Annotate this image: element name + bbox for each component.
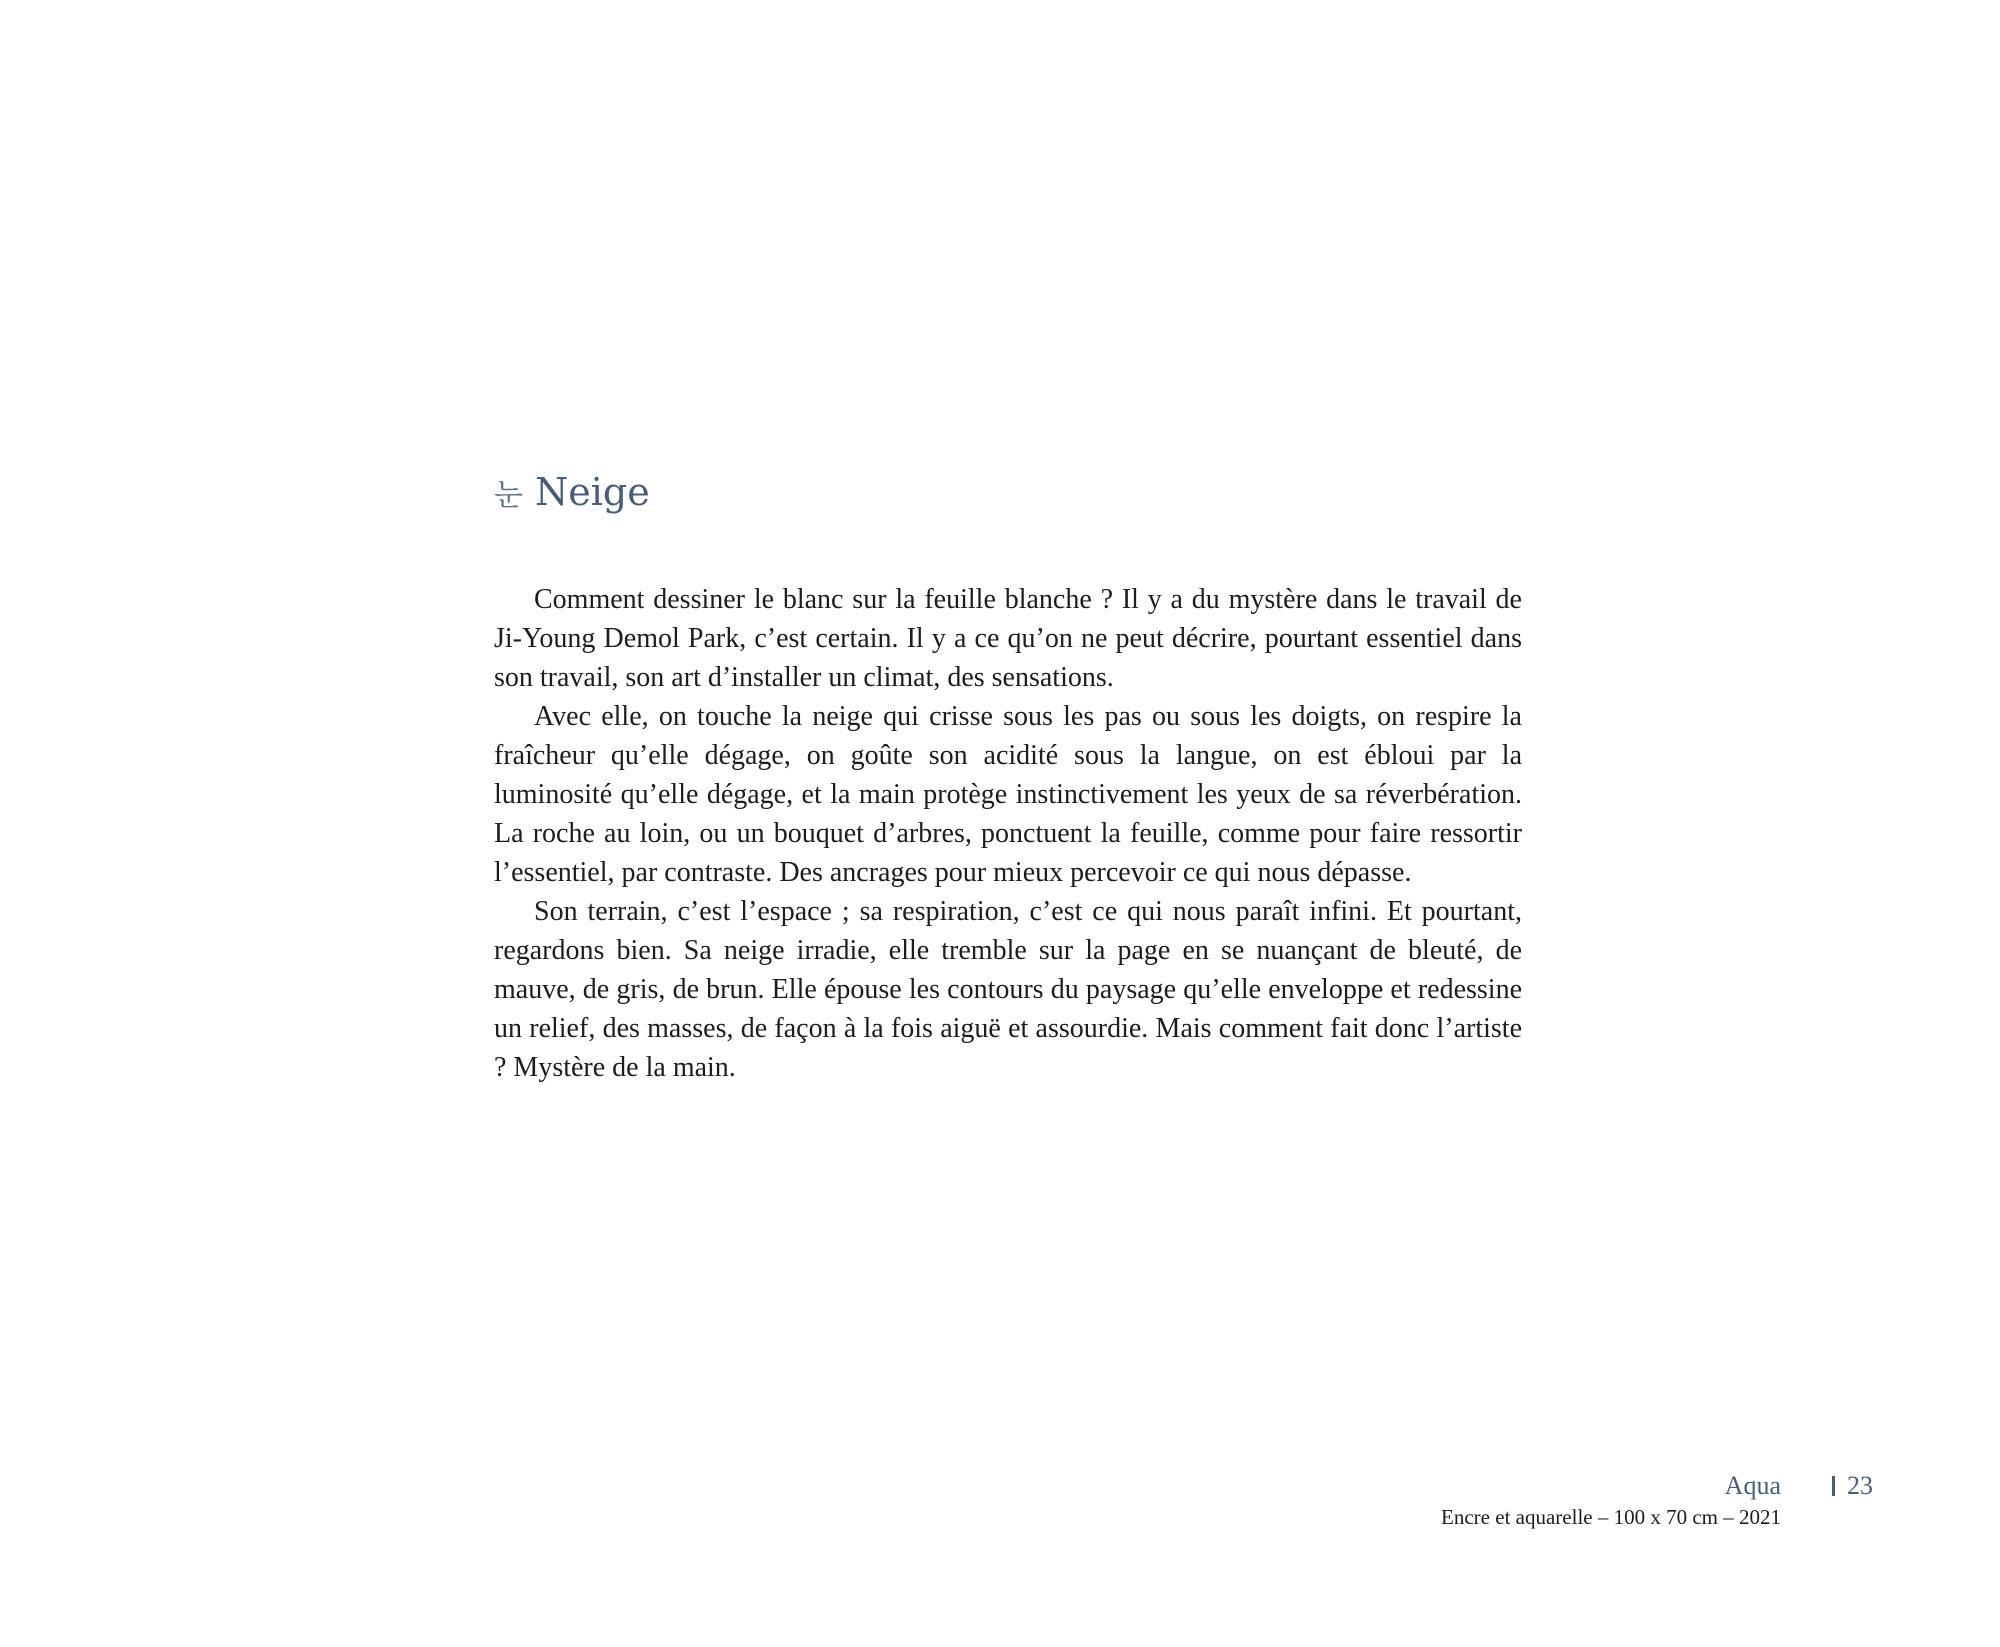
artwork-caption xyxy=(1441,1469,1781,1531)
chapter-title-text: Neige xyxy=(534,470,650,514)
chapter-title xyxy=(494,462,650,526)
paragraph-2: Avec elle, on touche la neige qui crisse sous les pas ou sous les doigts, on respire la fraîcheur qu’elle dégage, on goûte son acidité sous la langue, on est ébloui par la luminosité qu’elle dégage, et la main protège instinctivement les yeux de sa réverbération. La roche au loin, ou un bouquet d’arbres, ponctuent la feuille, comme pour faire ressortir l’essentiel, par contraste. Des ancrages pour mieux percevoir ce qui nous dépasse. xyxy=(494,701,1522,888)
artwork-details: Encre et aquarelle – 100 x 70 cm – 2021 xyxy=(1441,1505,1781,1529)
page-number: 23 xyxy=(1847,1471,1873,1500)
body-text xyxy=(494,580,1522,1087)
page-folio xyxy=(1832,1469,1873,1503)
paragraph-1: Comment dessiner le blanc sur la feuille blanche ? Il y a du mystère dans le travail de Ji-Young Demol Park, c’est certain. Il y a ce qu’on ne peut décrire, pourtant essentiel dans son travail, son art d’installer un climat, des sensations. xyxy=(494,584,1522,693)
artwork-title: Aqua xyxy=(1724,1471,1781,1500)
chapter-hangul-character: 눈 xyxy=(494,478,523,513)
folio-rule xyxy=(1832,1476,1835,1496)
paragraph-3: Son terrain, c’est l’espace ; sa respiration, c’est ce qui nous paraît infini. Et pourtant, regardons bien. Sa neige irradie, elle tremble sur la page en se nuançant de bleuté, de mauve, de gris, de brun. Elle épouse les contours du paysage qu’elle enveloppe et redessine un relief, des masses, de façon à la fois aiguë et assourdie. Mais comment fait donc l’artiste ? Mystère de la main. xyxy=(494,896,1522,1083)
